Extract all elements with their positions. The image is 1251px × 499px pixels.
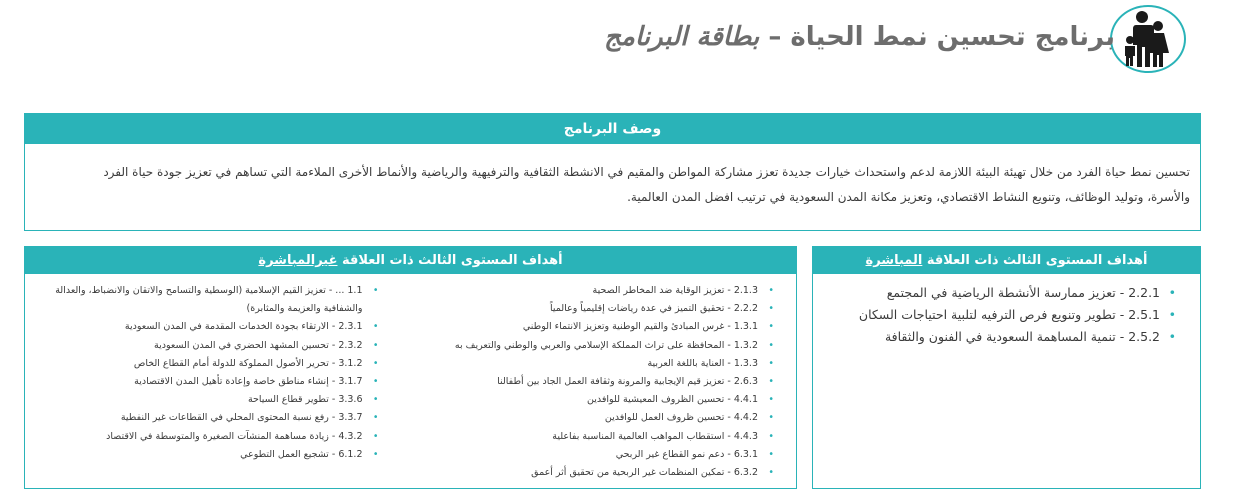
indirect-goals-box [24,246,797,489]
indirect-heading-underlined: غيرالمباشرة [258,253,338,268]
direct-heading-prefix: أهداف المستوى الثالث ذات العلاقة [926,253,1148,268]
list-item-continuation: والشفافية والعزيمة والمثابرة) [246,303,363,315]
page-title [604,22,1115,52]
list-item: • 1.3.2 - المحافظة على تراث المملكة الإسلامي والعربي والوطني والتعريف به [411,337,777,355]
page-header [0,0,1251,90]
list-item: • 3.1.7 - إنشاء مناطق خاصة وإعادة تأهيل المدن الاقتصادية [35,373,381,391]
list-item: • 4.3.2 - زيادة مساهمة المنشآت الصغيرة والمتوسطة في الاقتصاد [35,428,381,446]
list-item: • 2.5.1 - تطوير وتنويع فرص الترفيه لتلبية احتياجات السكان [823,304,1178,326]
logo [1110,5,1186,73]
description-line-2: والأسرة، وتوليد الوظائف، وتنويع النشاط الاقتصادي، وتعزيز مكانة المدن السعودية في ترتيب افضل المدن العالمية. [627,190,1190,204]
indirect-goals-heading [25,247,796,274]
indirect-goals-right-list [411,282,777,482]
description-heading: وصف البرنامج [25,114,1200,144]
list-item: • 4.4.1 - تحسين الظروف المعيشية للوافدين [411,391,777,409]
program-description-box [24,113,1201,231]
list-item: • 2.5.2 - تنمية المساهمة السعودية في الفنون والثقافة [823,326,1178,348]
list-item: • 6.3.1 - دعم نمو القطاع غير الربحي [411,446,777,464]
list-item: • 1.3.1 - غرس المبادئ والقيم الوطنية وتعزيز الانتماء الوطني [411,318,777,336]
direct-goals-list [813,274,1200,348]
list-item: • 4.4.2 - تحسين ظروف العمل للوافدين [411,409,777,427]
title-text: برنامج تحسين نمط الحياة – [768,22,1115,52]
list-item: • 2.2.2 - تحقيق التميز في عدة رياضات إقليمياً وعالمياً [411,300,777,318]
direct-goals-heading [813,247,1200,274]
list-item: • 3.1.2 - تحرير الأصول المملوكة للدولة أمام القطاع الخاص [35,355,381,373]
list-item: • 2.1.3 - تعزيز الوقاية ضد المخاطر الصحية [411,282,777,300]
indirect-goals-right-column [411,282,787,482]
list-item: • 2.3.1 - الارتقاء بجودة الخدمات المقدمة في المدن السعودية [35,318,381,336]
indirect-goals-columns [25,274,796,482]
indirect-goals-left-list [35,282,381,464]
direct-goals-box [812,246,1201,489]
family-icon [1122,10,1174,68]
direct-heading-underlined: المباشرة [865,253,923,268]
list-item: • 2.3.2 - تحسين المشهد الحضري في المدن السعودية [35,337,381,355]
description-line-1: تحسين نمط حياة الفرد من خلال تهيئة البيئة اللازمة لدعم واستحداث خيارات جديدة تعزز مشاركة المواطن والمقيم في الانشطة الثقافية والترفيهية والرياضية والأنماط الأخرى الملاءمة التي تساهم في تعزيز جودة حياة الفرد [103,165,1190,179]
list-item: • 3.3.7 - رفع نسبة المحتوى المحلي في القطاعات غير النفطية [35,409,381,427]
list-item: • 4.4.3 - استقطاب المواهب العالمية المناسبة بفاعلية [411,428,777,446]
description-text [25,144,1200,210]
list-item: • 6.1.2 - تشجيع العمل التطوعي [35,446,381,464]
indirect-goals-left-column [35,282,411,482]
list-item: • 3.3.6 - تطوير قطاع السياحة [35,391,381,409]
subtitle-text: بطاقة البرنامج [604,22,760,52]
indirect-heading-prefix: أهداف المستوى الثالث ذات العلاقة [342,253,563,268]
list-item: • 2.2.1 - تعزيز ممارسة الأنشطة الرياضية في المجتمع [823,282,1178,304]
list-item: • 1.3.3 - العناية باللغة العربية [411,355,777,373]
list-item: • 1.1 ... - تعزيز القيم الإسلامية (الوسطية والتسامح والاتقان والانضباط، والعدالة [35,282,381,300]
list-item: • 2.6.3 - تعزيز قيم الإيجابية والمرونة وثقافة العمل الجاد بين أطفالنا [411,373,777,391]
list-item: • 6.3.2 - تمكين المنظمات غير الربحية من تحقيق أثر أعمق [411,464,777,482]
